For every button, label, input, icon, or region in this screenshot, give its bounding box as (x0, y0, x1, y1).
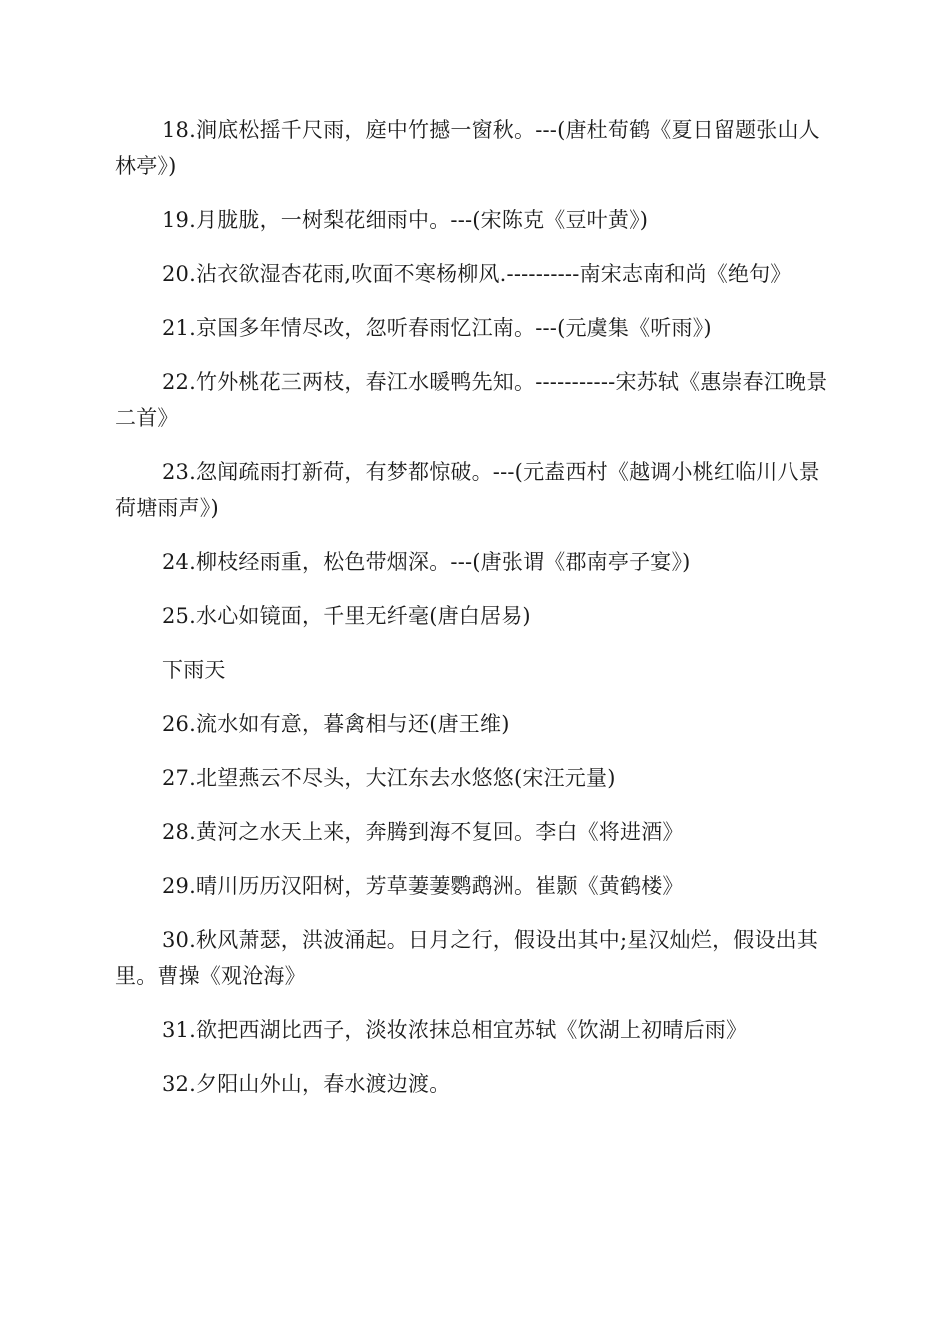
poem-line-32: 32.夕阳山外山，春水渡边渡。 (162, 1072, 451, 1096)
poem-line-25: 25.水心如镜面，千里无纤毫(唐白居易) (162, 604, 531, 628)
section-heading: 下雨天 (162, 658, 226, 682)
poem-line-18: 18.涧底松摇千尺雨，庭中竹撼一窗秋。---(唐杜荀鹤《夏日留题张山人林亭》) (115, 118, 820, 178)
poem-line-29: 29.晴川历历汉阳树，芳草萋萋鹦鹉洲。崔颢《黄鹤楼》 (162, 874, 684, 898)
poem-line-30: 30.秋风萧瑟，洪波涌起。日月之行，假设出其中;星汉灿烂，假设出其里。曹操《观沧海》 (115, 928, 819, 988)
poem-line-20: 20.沾衣欲湿杏花雨,吹面不寒杨柳风.----------南宋志南和尚《绝句》 (162, 262, 792, 286)
poem-line-24: 24.柳枝经雨重，松色带烟深。---(唐张谓《郡南亭子宴》) (162, 550, 691, 574)
poem-line-23: 23.忽闻疏雨打新荷，有梦都惊破。---(元盍西村《越调小桃红临川八景荷塘雨声》) (115, 460, 820, 520)
poem-line-22: 22.竹外桃花三两枝，春江水暖鸭先知。-----------宋苏轼《惠崇春江晚景二首》 (115, 370, 828, 430)
poem-line-31: 31.欲把西湖比西子，淡妆浓抹总相宜苏轼《饮湖上初晴后雨》 (162, 1018, 748, 1042)
poem-line-19: 19.月胧胧，一树梨花细雨中。---(宋陈克《豆叶黄》) (162, 208, 649, 232)
document-body (115, 112, 833, 1102)
poem-line-21: 21.京国多年情尽改，忽听春雨忆江南。---(元虞集《听雨》) (162, 316, 712, 340)
poem-line-28: 28.黄河之水天上来，奔腾到海不复回。李白《将进酒》 (162, 820, 684, 844)
poem-line-27: 27.北望燕云不尽头，大江东去水悠悠(宋汪元量) (162, 766, 616, 790)
poem-line-26: 26.流水如有意，暮禽相与还(唐王维) (162, 712, 510, 736)
